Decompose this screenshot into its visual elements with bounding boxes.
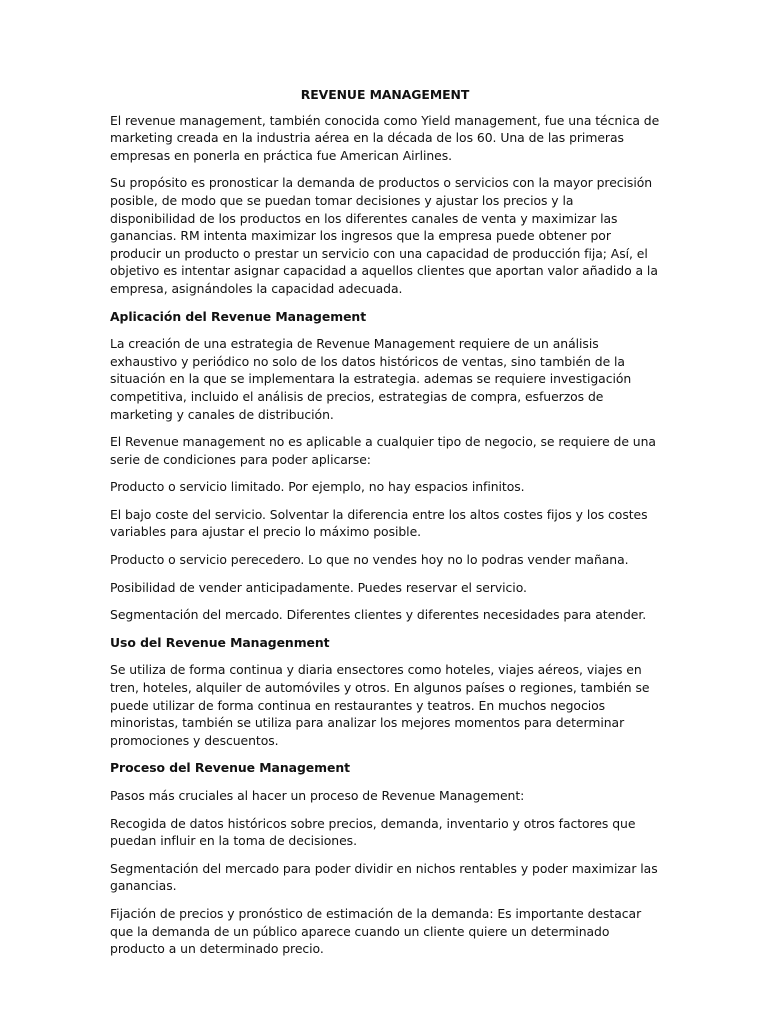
step-item: Fijación de precios y pronóstico de estimación de la demanda: Es importante destacar que la demanda de un público aparece cuando un cliente quiere un determinado producto a un determinado precio.: [110, 905, 642, 957]
document-title: REVENUE MANAGEMENT: [300, 87, 470, 102]
paragraph-pasos: Pasos más cruciales al hacer un proceso de Revenue Management:: [110, 788, 525, 803]
paragraph-estrategia: La creación de una estrategia de Revenue Management requiere de un análisis exhaustivo y periódico no solo de los datos históricos de ventas, sino también de la situación en la que se implementara la estrategia. ademas se requiere investigación competitiva, incluido el análisis de precios, estrategias de compra, esfuerzos de marketing y canales de distribución.: [110, 336, 632, 422]
condition-item: Producto o servicio limitado. Por ejemplo, no hay espacios infinitos.: [110, 479, 525, 495]
paragraph-condiciones: El Revenue management no es aplicable a cualquier tipo de negocio, se requiere de una serie de condiciones para poder aplicarse:: [110, 434, 656, 467]
step-item: Recogida de datos históricos sobre precios, demanda, inventario y otros factores que puedan influir en la toma de decisiones.: [110, 815, 636, 849]
paragraph-intro: El revenue management, también conocida como Yield management, fue una técnica de marketing creada en la industria aérea en la década de los 60. Una de las primeras empresas en ponerla en práctica fue American Airlines.: [110, 112, 660, 163]
heading-uso: Uso del Revenue Managenment: [110, 634, 330, 650]
step-item: Segmentación del mercado para poder dividir en nichos rentables y poder maximizar las ganancias.: [110, 860, 658, 894]
heading-proceso: Proceso del Revenue Management: [110, 760, 350, 776]
document-page: [110, 86, 660, 968]
condition-item: Posibilidad de vender anticipadamente. Puedes reservar el servicio.: [110, 579, 527, 595]
heading-aplicacion: Aplicación del Revenue Management: [110, 308, 367, 324]
condition-item: Segmentación del mercado. Diferentes clientes y diferentes necesidades para atender.: [110, 607, 647, 623]
condition-item: El bajo coste del servicio. Solventar la diferencia entre los altos costes fijos y los costes variables para ajustar el precio lo máximo posible.: [110, 506, 648, 540]
paragraph-purpose: Su propósito es pronosticar la demanda de productos o servicios con la mayor precisión posible, de modo que se puedan tomar decisiones y ajustar los precios y la disponibilidad de los productos en los diferentes canales de venta y maximizar las ganancias. RM intenta maximizar los ingresos que la empresa puede obtener por producir un producto o prestar un servicio con una capacidad de producción fija; Así, el objetivo es intentar asignar capacidad a aquellos clientes que aportan valor añadido a la empresa, asignándoles la capacidad adecuada.: [110, 175, 658, 296]
condition-item: Producto o servicio perecedero. Lo que no vendes hoy no lo podras vender mañana.: [110, 552, 629, 568]
paragraph-uso: Se utiliza de forma continua y diaria ensectores como hoteles, viajes aéreos, viajes en tren, hoteles, alquiler de automóviles y otros. En algunos países o regiones, también se puede utilizar de forma continua en restaurantes y teatros. En muchos negocios minoristas, también se utiliza para analizar los mejores momentos para determinar promociones y descuentos.: [110, 662, 650, 748]
